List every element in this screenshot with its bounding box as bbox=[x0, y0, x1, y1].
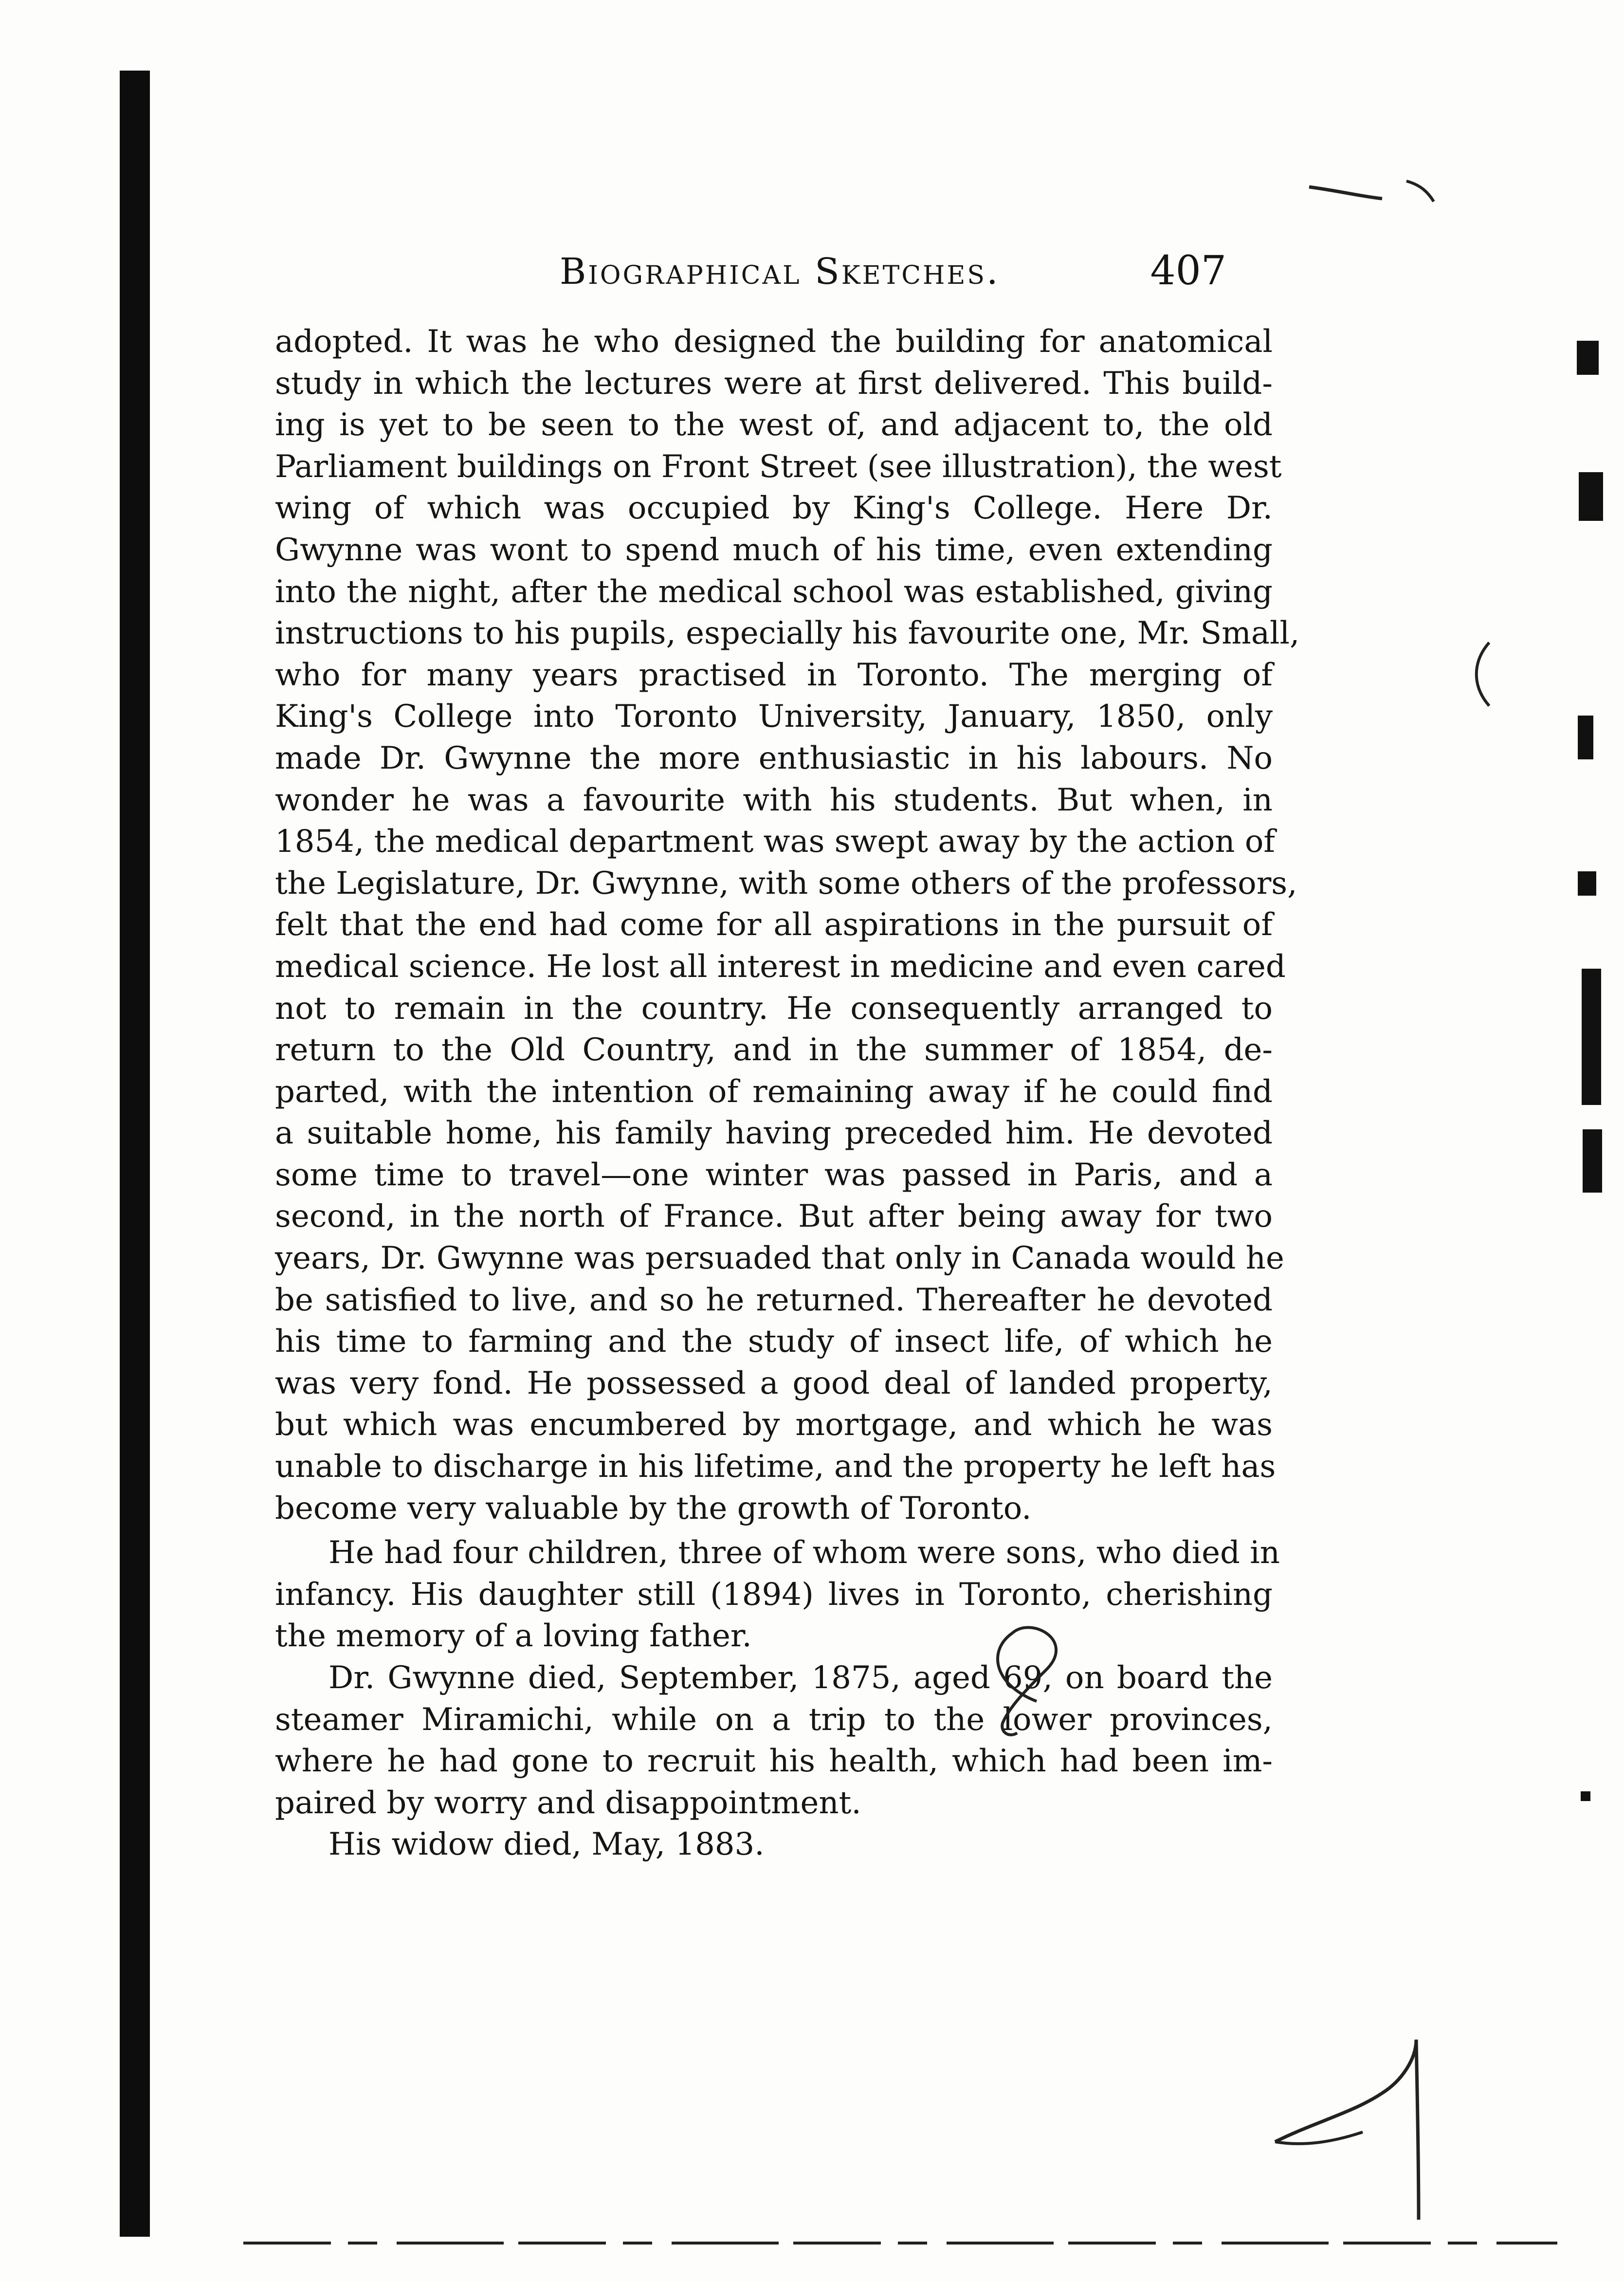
text-line: He had four children, three of whom were sons, who died in bbox=[328, 1535, 1280, 1571]
text-line: ing is yet to be seen to the west of, and adjacent to, the old bbox=[275, 407, 1273, 443]
text-line: Gwynne was wont to spend much of his time, even extending bbox=[275, 532, 1273, 568]
text-line: into the night, after the medical school was established, giving bbox=[275, 573, 1273, 610]
text-line: unable to discharge in his lifetime, and the property he left has bbox=[275, 1449, 1276, 1485]
text-line: was very fond. He possessed a good deal of landed property, bbox=[275, 1365, 1273, 1401]
paragraph-end-line: His widow died, May, 1883. bbox=[328, 1826, 765, 1863]
text-line: instructions to his pupils, especially his favourite one, Mr. Small, bbox=[275, 615, 1300, 652]
right-edge-noise bbox=[1533, 44, 1624, 2254]
text-line: adopted. It was he who designed the building for anatomical bbox=[275, 324, 1273, 360]
text-line: Dr. Gwynne died, September, 1875, aged 69, on board the bbox=[328, 1660, 1273, 1696]
paragraph-end-line: the memory of a loving father. bbox=[275, 1618, 752, 1655]
text-line: steamer Miramichi, while on a trip to the lower provinces, bbox=[275, 1701, 1273, 1738]
text-line: infancy. His daughter still (1894) lives in Toronto, cherishing bbox=[275, 1576, 1273, 1613]
text-line: his time to farming and the study of insect life, of which he bbox=[275, 1324, 1273, 1360]
text-line: King's College into Toronto University, January, 1850, only bbox=[275, 699, 1273, 735]
text-line: study in which the lectures were at first delivered. This build- bbox=[275, 365, 1273, 402]
text-line: made Dr. Gwynne the more enthusiastic in his labours. No bbox=[275, 740, 1273, 776]
running-title: Biographical Sketches. bbox=[560, 251, 1000, 293]
text-line: some time to travel—one winter was passed in Paris, and a bbox=[275, 1157, 1273, 1193]
text-line: not to remain in the country. He consequently arranged to bbox=[275, 990, 1273, 1027]
text-line: medical science. He lost all interest in medicine and even cared bbox=[275, 948, 1286, 985]
text-line: years, Dr. Gwynne was persuaded that only in Canada would he bbox=[275, 1240, 1284, 1277]
paragraph-end-line: paired by worry and disappointment. bbox=[275, 1785, 861, 1821]
text-line: 1854, the medical department was swept away by the action of bbox=[275, 824, 1276, 860]
text-line: felt that the end had come for all aspirations in the pursuit of bbox=[275, 907, 1273, 943]
text-line: who for many years practised in Toronto. The merging of bbox=[275, 657, 1273, 693]
text-line: where he had gone to recruit his health, which had been im- bbox=[275, 1743, 1273, 1780]
text-line: the Legislature, Dr. Gwynne, with some others of the professors, bbox=[275, 865, 1297, 902]
text-line: be satisfied to live, and so he returned. Thereafter he devoted bbox=[275, 1282, 1273, 1318]
text-line: a suitable home, his family having preceded him. He devoted bbox=[275, 1115, 1273, 1152]
text-line: second, in the north of France. But after being away for two bbox=[275, 1198, 1273, 1235]
text-line: wing of which was occupied by King's College. Here Dr. bbox=[275, 490, 1273, 527]
text-line: return to the Old Country, and in the summer of 1854, de- bbox=[275, 1032, 1273, 1068]
text-line: parted, with the intention of remaining away if he could find bbox=[275, 1073, 1273, 1110]
page-number: 407 bbox=[1150, 248, 1226, 294]
text-line: but which was encumbered by mortgage, and which he was bbox=[275, 1407, 1273, 1443]
paragraph-end-line: become very valuable by the growth of Toronto. bbox=[275, 1490, 1032, 1527]
text-line: wonder he was a favourite with his students. But when, in bbox=[275, 782, 1273, 818]
text-line: Parliament buildings on Front Street (see illustration), the west bbox=[275, 448, 1282, 485]
bottom-edge-rule bbox=[243, 2239, 1557, 2249]
